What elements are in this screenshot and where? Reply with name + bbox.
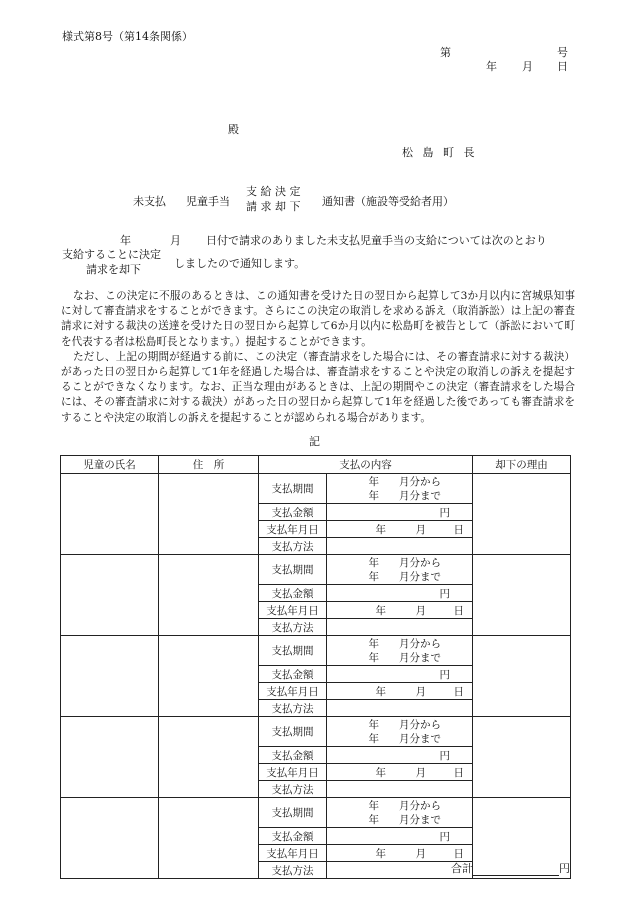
period-from-year: 年: [368, 556, 379, 569]
intro-line1: 日付で請求のありました未支払児童手当の支給については次のとおり: [206, 234, 547, 247]
intro-options: [62, 247, 161, 277]
period-to-month: 月分まで: [399, 732, 441, 745]
date-day: 日: [453, 685, 464, 698]
method-label: 支払方法: [259, 619, 327, 636]
method-label: 支払方法: [259, 781, 327, 798]
amount-yen: 円: [439, 668, 450, 681]
table-row: [61, 798, 571, 828]
ki-label: 記: [309, 435, 320, 448]
table-row: [61, 474, 571, 504]
child-name-cell[interactable]: [61, 798, 159, 879]
reject-reason-cell[interactable]: [473, 555, 571, 636]
date-value[interactable]: [327, 683, 473, 700]
address-cell[interactable]: [159, 474, 259, 555]
period-label: 支払期間: [259, 474, 327, 504]
date-value[interactable]: [327, 764, 473, 781]
period-from-year: 年: [368, 475, 379, 488]
date-month-label: 月: [522, 60, 533, 73]
total-amount-field[interactable]: [473, 863, 559, 876]
period-value[interactable]: [327, 474, 473, 504]
amount-yen: 円: [439, 749, 450, 762]
amount-value[interactable]: [327, 747, 473, 764]
method-label: 支払方法: [259, 700, 327, 717]
title-option-decision: 支 給 決 定: [246, 185, 301, 198]
notice-paragraph-2: ただし、上記の期間が経過する前に、この決定（審査請求をした場合には、その審査請求に対する裁決）があった日の翌日から起算して1年を経過した場合は、審査請求をすることや決定の取消しの訴えを提起することができなくなります。なお、正当な理由があるときは、上記の期間やこの決定（審査請求をした場合には、その審査請求に対する裁決）があった日の翌日から起算して1年を経過した後であっても審査請求をすることや決定の取消しの訴えを提起することが認められる場合があります。: [61, 350, 575, 424]
child-name-cell[interactable]: [61, 474, 159, 555]
amount-value[interactable]: [327, 828, 473, 845]
amount-label: 支払金額: [259, 666, 327, 683]
period-value[interactable]: [327, 717, 473, 747]
date-label: 支払年月日: [259, 602, 327, 619]
date-month: 月: [415, 847, 426, 860]
date-label: 支払年月日: [259, 521, 327, 538]
date-month: 月: [415, 685, 426, 698]
addressee-suffix: 殿: [228, 123, 239, 136]
intro-option-reject: 請求を却下: [86, 263, 141, 276]
date-month: 月: [415, 766, 426, 779]
payment-table: [60, 455, 571, 879]
date-day: 日: [453, 766, 464, 779]
period-from-year: 年: [368, 799, 379, 812]
period-value[interactable]: [327, 636, 473, 666]
title-option-reject: 請 求 却 下: [246, 200, 301, 213]
method-label: 支払方法: [259, 862, 327, 879]
child-name-cell[interactable]: [61, 555, 159, 636]
period-from-month: 月分から: [399, 475, 441, 488]
notice-paragraph-1: なお、この決定に不服のあるときは、この通知書を受けた日の翌日から起算して3か月以内に宮城県知事に対して審査請求をすることができます。さらにこの決定の取消しを求める訴え（取消訴訟）は上記の審査請求に対する裁決の送達を受けた日の翌日から起算して6か月以内に松島町を被告として（訴訟において町を代表する者は松島町長となります。）提起することができます。: [61, 290, 575, 348]
payment-table-body: [61, 474, 571, 879]
child-name-cell[interactable]: [61, 717, 159, 798]
amount-label: 支払金額: [259, 585, 327, 602]
period-to-month: 月分まで: [399, 489, 441, 502]
total-yen: 円: [559, 862, 570, 875]
amount-yen: 円: [439, 506, 450, 519]
title-suffix: 通知書（施設等受給者用）: [322, 195, 454, 208]
period-label: 支払期間: [259, 717, 327, 747]
period-from-month: 月分から: [399, 556, 441, 569]
method-value[interactable]: [327, 538, 473, 555]
date-month: 月: [415, 523, 426, 536]
date-label: 支払年月日: [259, 845, 327, 862]
date-year-label: 年: [486, 60, 497, 73]
amount-yen: 円: [439, 830, 450, 843]
intro-option-decide: 支給することに決定: [62, 248, 161, 261]
doc-number-suffix: 号: [557, 46, 568, 59]
intro-year: 年: [120, 234, 131, 247]
address-cell[interactable]: [159, 555, 259, 636]
reject-reason-cell[interactable]: [473, 474, 571, 555]
notice-text: [61, 289, 575, 426]
date-label: 支払年月日: [259, 683, 327, 700]
method-value[interactable]: [327, 700, 473, 717]
address-cell[interactable]: [159, 717, 259, 798]
period-value[interactable]: [327, 555, 473, 585]
date-day: 日: [453, 847, 464, 860]
header-child-name: 児童の氏名: [61, 456, 159, 474]
date-value[interactable]: [327, 521, 473, 538]
period-to-month: 月分まで: [399, 570, 441, 583]
date-value[interactable]: [327, 845, 473, 862]
period-label: 支払期間: [259, 555, 327, 585]
address-cell[interactable]: [159, 636, 259, 717]
amount-value[interactable]: [327, 585, 473, 602]
amount-label: 支払金額: [259, 504, 327, 521]
amount-value[interactable]: [327, 666, 473, 683]
period-from-year: 年: [368, 718, 379, 731]
period-to-year: 年: [368, 813, 379, 826]
date-year: 年: [375, 523, 386, 536]
period-to-month: 月分まで: [399, 813, 441, 826]
period-from-month: 月分から: [399, 799, 441, 812]
reject-reason-cell[interactable]: [473, 717, 571, 798]
period-to-year: 年: [368, 570, 379, 583]
period-to-year: 年: [368, 651, 379, 664]
method-label: 支払方法: [259, 538, 327, 555]
child-name-cell[interactable]: [61, 636, 159, 717]
date-day: 日: [453, 604, 464, 617]
intro-line2: しましたので通知します。: [174, 257, 306, 270]
date-year: 年: [375, 604, 386, 617]
amount-yen: 円: [439, 587, 450, 600]
amount-label: 支払金額: [259, 828, 327, 845]
doc-number-label: 第: [440, 46, 451, 59]
title-prefix-allowance: 児童手当: [186, 195, 230, 208]
total-label: 合計: [451, 862, 473, 875]
total: [451, 860, 570, 876]
table-row: [61, 555, 571, 585]
date-day-label: 日: [557, 60, 568, 73]
table-row: [61, 636, 571, 666]
date-value[interactable]: [327, 602, 473, 619]
header-payment-content: 支払の内容: [259, 456, 473, 474]
period-from-month: 月分から: [399, 637, 441, 650]
method-value[interactable]: [327, 781, 473, 798]
form-number: 様式第8号（第14条関係）: [62, 30, 193, 43]
amount-value[interactable]: [327, 504, 473, 521]
period-from-month: 月分から: [399, 718, 441, 731]
period-label: 支払期間: [259, 798, 327, 828]
date-year: 年: [375, 847, 386, 860]
period-to-month: 月分まで: [399, 651, 441, 664]
address-cell[interactable]: [159, 798, 259, 879]
header-address: 住 所: [159, 456, 259, 474]
title-options: [246, 184, 301, 214]
issuer-name: 松 島 町 長: [402, 146, 478, 159]
period-value[interactable]: [327, 798, 473, 828]
date-label: 支払年月日: [259, 764, 327, 781]
amount-label: 支払金額: [259, 747, 327, 764]
period-to-year: 年: [368, 489, 379, 502]
period-from-year: 年: [368, 637, 379, 650]
period-label: 支払期間: [259, 636, 327, 666]
method-value[interactable]: [327, 619, 473, 636]
date-day: 日: [453, 523, 464, 536]
date-month: 月: [415, 604, 426, 617]
title-prefix-unpaid: 未支払: [133, 195, 166, 208]
date-year: 年: [375, 685, 386, 698]
header-reject-reason: 却下の理由: [473, 456, 571, 474]
reject-reason-cell[interactable]: [473, 636, 571, 717]
period-to-year: 年: [368, 732, 379, 745]
table-row: [61, 717, 571, 747]
intro-month: 月: [170, 234, 181, 247]
date-year: 年: [375, 766, 386, 779]
